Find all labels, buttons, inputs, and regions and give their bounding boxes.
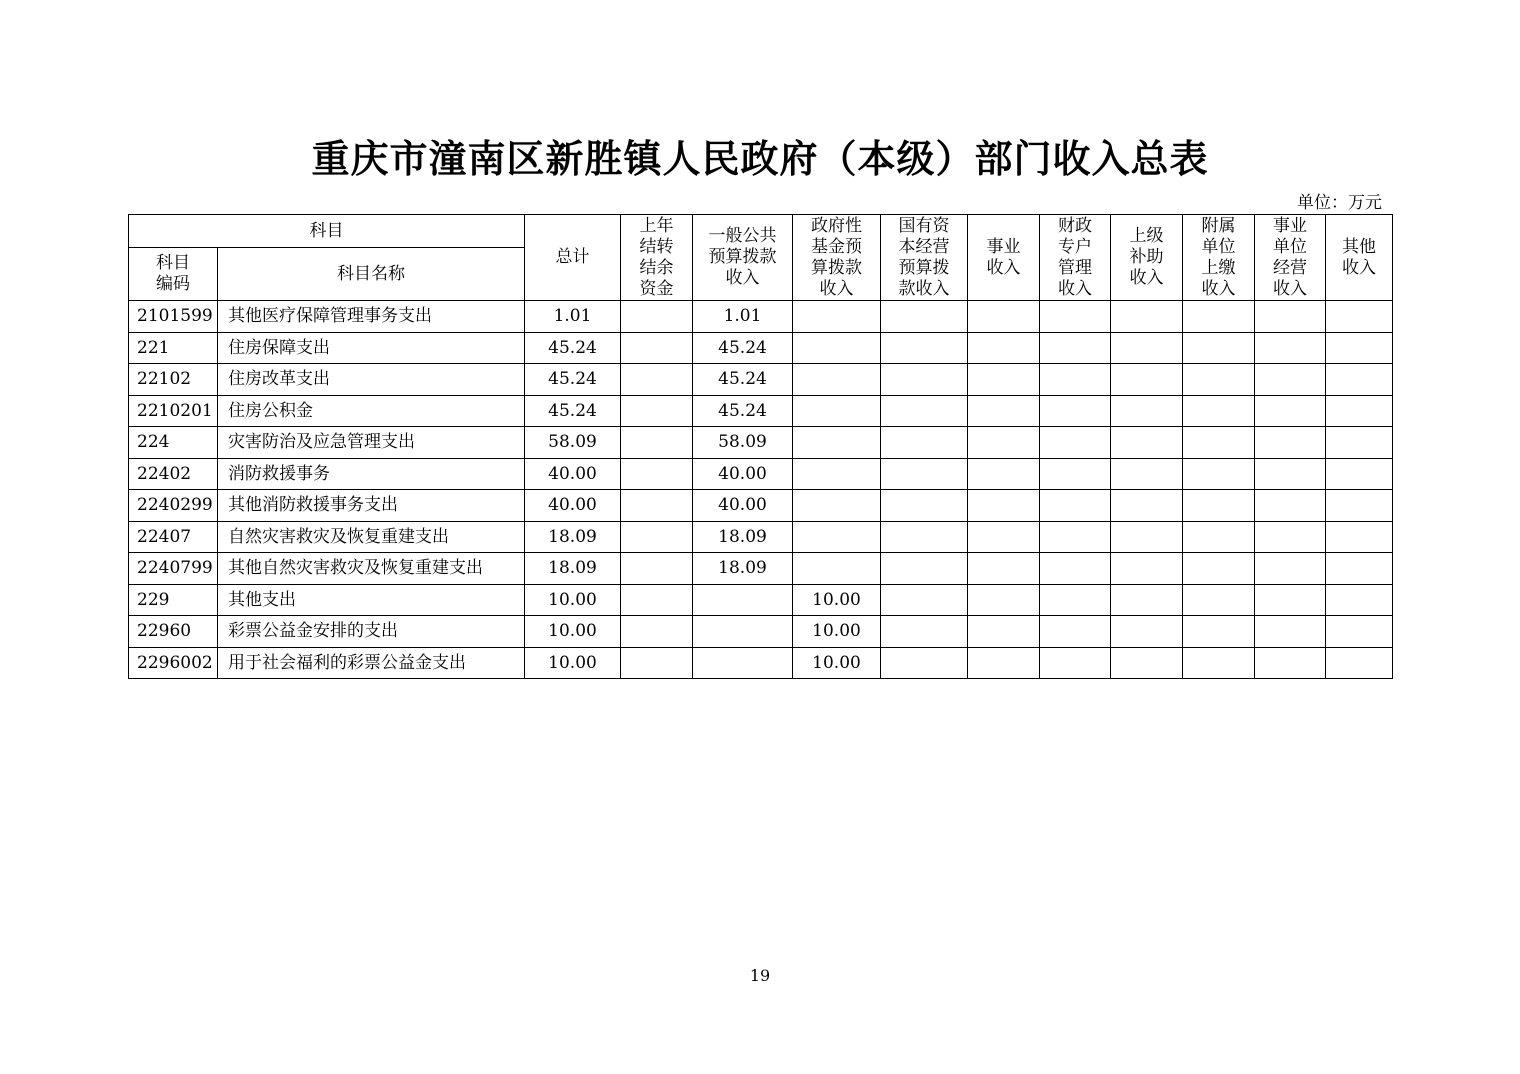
cell-superior bbox=[1111, 301, 1183, 333]
cell-prev bbox=[621, 521, 693, 553]
cell-code: 221 bbox=[129, 332, 218, 364]
cell-prev bbox=[621, 458, 693, 490]
cell-superior bbox=[1111, 521, 1183, 553]
cell-state bbox=[881, 395, 968, 427]
cell-prev bbox=[621, 584, 693, 616]
table-row bbox=[129, 427, 1393, 459]
cell-total: 45.24 bbox=[525, 364, 621, 396]
cell-name: 其他医疗保障管理事务支出 bbox=[218, 301, 525, 333]
cell-other bbox=[1326, 395, 1393, 427]
cell-operating bbox=[1255, 427, 1326, 459]
cell-fiscal bbox=[1040, 427, 1111, 459]
header-gov-fund: 政府性 基金预 算拨款 收入 bbox=[793, 215, 881, 301]
cell-code: 2296002 bbox=[129, 647, 218, 679]
cell-prev bbox=[621, 490, 693, 522]
cell-prev bbox=[621, 553, 693, 585]
cell-business bbox=[968, 521, 1040, 553]
cell-operating bbox=[1255, 616, 1326, 648]
table-row bbox=[129, 395, 1393, 427]
cell-affiliated bbox=[1183, 584, 1255, 616]
table-row bbox=[129, 332, 1393, 364]
cell-other bbox=[1326, 647, 1393, 679]
cell-other bbox=[1326, 427, 1393, 459]
table-row bbox=[129, 584, 1393, 616]
cell-superior bbox=[1111, 427, 1183, 459]
table-row bbox=[129, 553, 1393, 585]
page-number: 19 bbox=[749, 966, 771, 985]
cell-name: 自然灾害救灾及恢复重建支出 bbox=[218, 521, 525, 553]
cell-name: 其他自然灾害救灾及恢复重建支出 bbox=[218, 553, 525, 585]
header-superior-subsidy: 上级 补助 收入 bbox=[1111, 215, 1183, 301]
cell-gov bbox=[793, 364, 881, 396]
cell-code: 2210201 bbox=[129, 395, 218, 427]
header-state-capital: 国有资 本经营 预算拨 款收入 bbox=[881, 215, 968, 301]
cell-code: 229 bbox=[129, 584, 218, 616]
table-row bbox=[129, 301, 1393, 333]
cell-total: 40.00 bbox=[525, 490, 621, 522]
table-row bbox=[129, 521, 1393, 553]
cell-name: 住房保障支出 bbox=[218, 332, 525, 364]
cell-gov bbox=[793, 427, 881, 459]
cell-total: 1.01 bbox=[525, 301, 621, 333]
cell-operating bbox=[1255, 395, 1326, 427]
cell-name: 彩票公益金安排的支出 bbox=[218, 616, 525, 648]
cell-affiliated bbox=[1183, 553, 1255, 585]
cell-total: 58.09 bbox=[525, 427, 621, 459]
cell-code: 2240299 bbox=[129, 490, 218, 522]
cell-other bbox=[1326, 521, 1393, 553]
cell-general: 18.09 bbox=[693, 521, 793, 553]
cell-name: 其他支出 bbox=[218, 584, 525, 616]
cell-affiliated bbox=[1183, 647, 1255, 679]
cell-gov bbox=[793, 395, 881, 427]
cell-business bbox=[968, 427, 1040, 459]
cell-fiscal bbox=[1040, 616, 1111, 648]
cell-gov bbox=[793, 458, 881, 490]
cell-name: 消防救援事务 bbox=[218, 458, 525, 490]
cell-code: 22407 bbox=[129, 521, 218, 553]
cell-state bbox=[881, 584, 968, 616]
cell-general: 1.01 bbox=[693, 301, 793, 333]
cell-total: 40.00 bbox=[525, 458, 621, 490]
cell-business bbox=[968, 553, 1040, 585]
cell-affiliated bbox=[1183, 364, 1255, 396]
cell-prev bbox=[621, 364, 693, 396]
cell-name: 用于社会福利的彩票公益金支出 bbox=[218, 647, 525, 679]
cell-state bbox=[881, 427, 968, 459]
cell-prev bbox=[621, 332, 693, 364]
cell-code: 2101599 bbox=[129, 301, 218, 333]
cell-affiliated bbox=[1183, 301, 1255, 333]
cell-superior bbox=[1111, 647, 1183, 679]
cell-fiscal bbox=[1040, 553, 1111, 585]
header-affiliated: 附属 单位 上缴 收入 bbox=[1183, 215, 1255, 301]
cell-general: 18.09 bbox=[693, 553, 793, 585]
unit-label: 单位：万元 bbox=[1297, 193, 1382, 213]
cell-operating bbox=[1255, 490, 1326, 522]
header-subject: 科目 bbox=[129, 215, 525, 248]
table-row bbox=[129, 616, 1393, 648]
cell-superior bbox=[1111, 332, 1183, 364]
cell-operating bbox=[1255, 301, 1326, 333]
cell-state bbox=[881, 521, 968, 553]
header-prev-balance: 上年 结转 结余 资金 bbox=[621, 215, 693, 301]
cell-business bbox=[968, 301, 1040, 333]
cell-general: 58.09 bbox=[693, 427, 793, 459]
cell-code: 224 bbox=[129, 427, 218, 459]
cell-business bbox=[968, 332, 1040, 364]
cell-other bbox=[1326, 490, 1393, 522]
cell-other bbox=[1326, 301, 1393, 333]
cell-fiscal bbox=[1040, 332, 1111, 364]
cell-total: 10.00 bbox=[525, 616, 621, 648]
cell-affiliated bbox=[1183, 490, 1255, 522]
cell-general: 40.00 bbox=[693, 490, 793, 522]
cell-operating bbox=[1255, 647, 1326, 679]
cell-general: 45.24 bbox=[693, 332, 793, 364]
cell-other bbox=[1326, 584, 1393, 616]
income-table bbox=[128, 214, 1393, 679]
cell-superior bbox=[1111, 458, 1183, 490]
cell-total: 45.24 bbox=[525, 332, 621, 364]
cell-operating bbox=[1255, 553, 1326, 585]
cell-name: 灾害防治及应急管理支出 bbox=[218, 427, 525, 459]
cell-code: 22102 bbox=[129, 364, 218, 396]
header-fiscal-special: 财政 专户 管理 收入 bbox=[1040, 215, 1111, 301]
cell-business bbox=[968, 395, 1040, 427]
cell-superior bbox=[1111, 584, 1183, 616]
cell-gov bbox=[793, 490, 881, 522]
cell-operating bbox=[1255, 584, 1326, 616]
cell-superior bbox=[1111, 616, 1183, 648]
cell-business bbox=[968, 616, 1040, 648]
cell-operating bbox=[1255, 521, 1326, 553]
cell-name: 住房公积金 bbox=[218, 395, 525, 427]
cell-fiscal bbox=[1040, 458, 1111, 490]
cell-business bbox=[968, 490, 1040, 522]
cell-fiscal bbox=[1040, 490, 1111, 522]
cell-state bbox=[881, 647, 968, 679]
cell-fiscal bbox=[1040, 301, 1111, 333]
cell-total: 10.00 bbox=[525, 584, 621, 616]
cell-gov: 10.00 bbox=[793, 616, 881, 648]
cell-total: 18.09 bbox=[525, 553, 621, 585]
cell-name: 住房改革支出 bbox=[218, 364, 525, 396]
cell-fiscal bbox=[1040, 521, 1111, 553]
header-total: 总计 bbox=[525, 215, 621, 301]
cell-state bbox=[881, 301, 968, 333]
header-other: 其他 收入 bbox=[1326, 215, 1393, 301]
cell-state bbox=[881, 553, 968, 585]
cell-fiscal bbox=[1040, 395, 1111, 427]
cell-affiliated bbox=[1183, 616, 1255, 648]
table-row bbox=[129, 458, 1393, 490]
cell-gov: 10.00 bbox=[793, 647, 881, 679]
header-operating: 事业 单位 经营 收入 bbox=[1255, 215, 1326, 301]
cell-other bbox=[1326, 364, 1393, 396]
cell-state bbox=[881, 458, 968, 490]
cell-prev bbox=[621, 647, 693, 679]
cell-superior bbox=[1111, 395, 1183, 427]
cell-business bbox=[968, 584, 1040, 616]
cell-other bbox=[1326, 553, 1393, 585]
cell-operating bbox=[1255, 364, 1326, 396]
cell-gov bbox=[793, 553, 881, 585]
header-business: 事业 收入 bbox=[968, 215, 1040, 301]
cell-general: 40.00 bbox=[693, 458, 793, 490]
cell-business bbox=[968, 458, 1040, 490]
cell-general: 45.24 bbox=[693, 395, 793, 427]
cell-affiliated bbox=[1183, 521, 1255, 553]
cell-superior bbox=[1111, 553, 1183, 585]
cell-gov bbox=[793, 521, 881, 553]
cell-other bbox=[1326, 616, 1393, 648]
cell-state bbox=[881, 364, 968, 396]
cell-general bbox=[693, 616, 793, 648]
cell-business bbox=[968, 364, 1040, 396]
cell-superior bbox=[1111, 364, 1183, 396]
cell-prev bbox=[621, 427, 693, 459]
table-row bbox=[129, 647, 1393, 679]
cell-prev bbox=[621, 395, 693, 427]
cell-fiscal bbox=[1040, 647, 1111, 679]
cell-prev bbox=[621, 301, 693, 333]
table-row bbox=[129, 490, 1393, 522]
cell-state bbox=[881, 616, 968, 648]
cell-other bbox=[1326, 458, 1393, 490]
cell-general bbox=[693, 647, 793, 679]
cell-gov: 10.00 bbox=[793, 584, 881, 616]
cell-code: 22402 bbox=[129, 458, 218, 490]
cell-state bbox=[881, 332, 968, 364]
cell-state bbox=[881, 490, 968, 522]
cell-affiliated bbox=[1183, 427, 1255, 459]
cell-code: 2240799 bbox=[129, 553, 218, 585]
cell-fiscal bbox=[1040, 364, 1111, 396]
cell-superior bbox=[1111, 490, 1183, 522]
cell-total: 45.24 bbox=[525, 395, 621, 427]
cell-operating bbox=[1255, 332, 1326, 364]
cell-code: 22960 bbox=[129, 616, 218, 648]
header-general-budget: 一般公共 预算拨款 收入 bbox=[693, 215, 793, 301]
cell-prev bbox=[621, 616, 693, 648]
cell-general bbox=[693, 584, 793, 616]
cell-business bbox=[968, 647, 1040, 679]
header-code: 科目 编码 bbox=[129, 248, 218, 301]
cell-general: 45.24 bbox=[693, 364, 793, 396]
header-name: 科目名称 bbox=[218, 248, 525, 301]
cell-other bbox=[1326, 332, 1393, 364]
cell-affiliated bbox=[1183, 458, 1255, 490]
cell-gov bbox=[793, 332, 881, 364]
cell-gov bbox=[793, 301, 881, 333]
page-title: 重庆市潼南区新胜镇人民政府（本级）部门收入总表 bbox=[311, 136, 1209, 181]
cell-total: 18.09 bbox=[525, 521, 621, 553]
cell-affiliated bbox=[1183, 332, 1255, 364]
cell-name: 其他消防救援事务支出 bbox=[218, 490, 525, 522]
table-row bbox=[129, 364, 1393, 396]
cell-affiliated bbox=[1183, 395, 1255, 427]
cell-total: 10.00 bbox=[525, 647, 621, 679]
cell-operating bbox=[1255, 458, 1326, 490]
cell-fiscal bbox=[1040, 584, 1111, 616]
